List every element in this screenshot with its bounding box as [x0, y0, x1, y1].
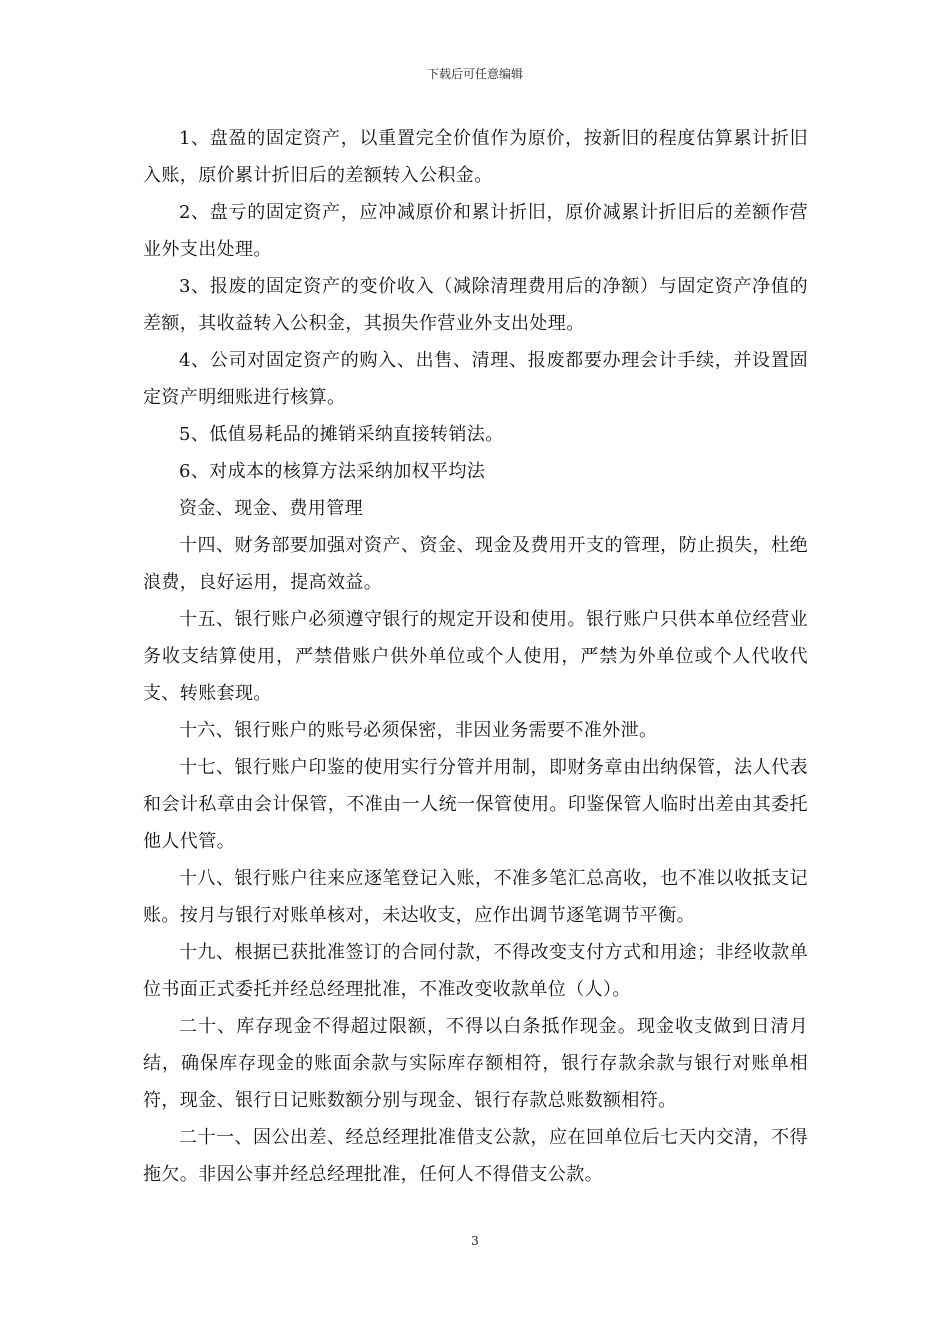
paragraph-article-17: 十七、银行账户印鉴的使用实行分管并用制，即财务章由出纳保管，法人代表和会计私章由会计保管，不准由一人统一保管使用。印鉴保管人临时出差由其委托他人代管。	[143, 757, 808, 852]
paragraph-article-16: 十六、银行账户的账号必须保密，非因业务需要不准外泄。	[179, 720, 658, 741]
paragraph-article-14: 十四、财务部要加强对资产、资金、现金及费用开支的管理，防止损失，杜绝浪费，良好运用，提高效益。	[143, 535, 808, 593]
paragraph-article-15: 十五、银行账户必须遵守银行的规定开设和使用。银行账户只供本单位经营业务收支结算使用，严禁借账户供外单位或个人使用，严禁为外单位或个人代收代支、转账套现。	[143, 609, 808, 704]
page-number: 3	[471, 1234, 479, 1248]
paragraph-article-21: 二十一、因公出差、经总经理批准借支公款，应在回单位后七天内交清，不得拖欠。非因公事并经总经理批准，任何人不得借支公款。	[143, 1127, 808, 1185]
paragraph-article-18: 十八、银行账户往来应逐笔登记入账，不准多笔汇总高收，也不准以收抵支记账。按月与银行对账单核对，未达收支，应作出调节逐笔调节平衡。	[143, 868, 808, 926]
page-header: 下载后可任意编辑	[426, 67, 523, 81]
section-heading-fund-management: 资金、现金、费用管理	[179, 498, 363, 519]
paragraph-low-value-consumables: 5、低值易耗品的摊销采纳直接转销法。	[179, 424, 504, 445]
paragraph-scrapped-assets: 3、报废的固定资产的变价收入（减除清理费用后的净额）与固定资产净值的差额，其收益转入公积金，其损失作营业外支出处理。	[143, 276, 808, 334]
paragraph-article-19: 十九、根据已获批准签订的合同付款，不得改变支付方式和用途；非经收款单位书面正式委托并经总经理批准，不准改变收款单位（人）。	[143, 942, 808, 1000]
paragraph-fixed-asset-loss: 2、盘亏的固定资产，应冲减原价和累计折旧，原价减累计折旧后的差额作营业外支出处理。	[143, 202, 808, 260]
paragraph-fixed-asset-surplus: 1、盘盈的固定资产，以重置完全价值作为原价，按新旧的程度估算累计折旧入账，原价累计折旧后的差额转入公积金。	[143, 128, 808, 186]
document-body	[143, 120, 808, 1193]
paragraph-accounting-procedures: 4、公司对固定资产的购入、出售、清理、报废都要办理会计手续，并设置固定资产明细账进行核算。	[143, 350, 808, 408]
paragraph-article-20: 二十、库存现金不得超过限额，不得以白条抵作现金。现金收支做到日清月结，确保库存现金的账面余款与实际库存额相符，银行存款余款与银行对账单相符，现金、银行日记账数额分别与现金、银行存款总账数额相符。	[143, 1016, 808, 1111]
paragraph-cost-accounting: 6、对成本的核算方法采纳加权平均法	[179, 461, 486, 482]
